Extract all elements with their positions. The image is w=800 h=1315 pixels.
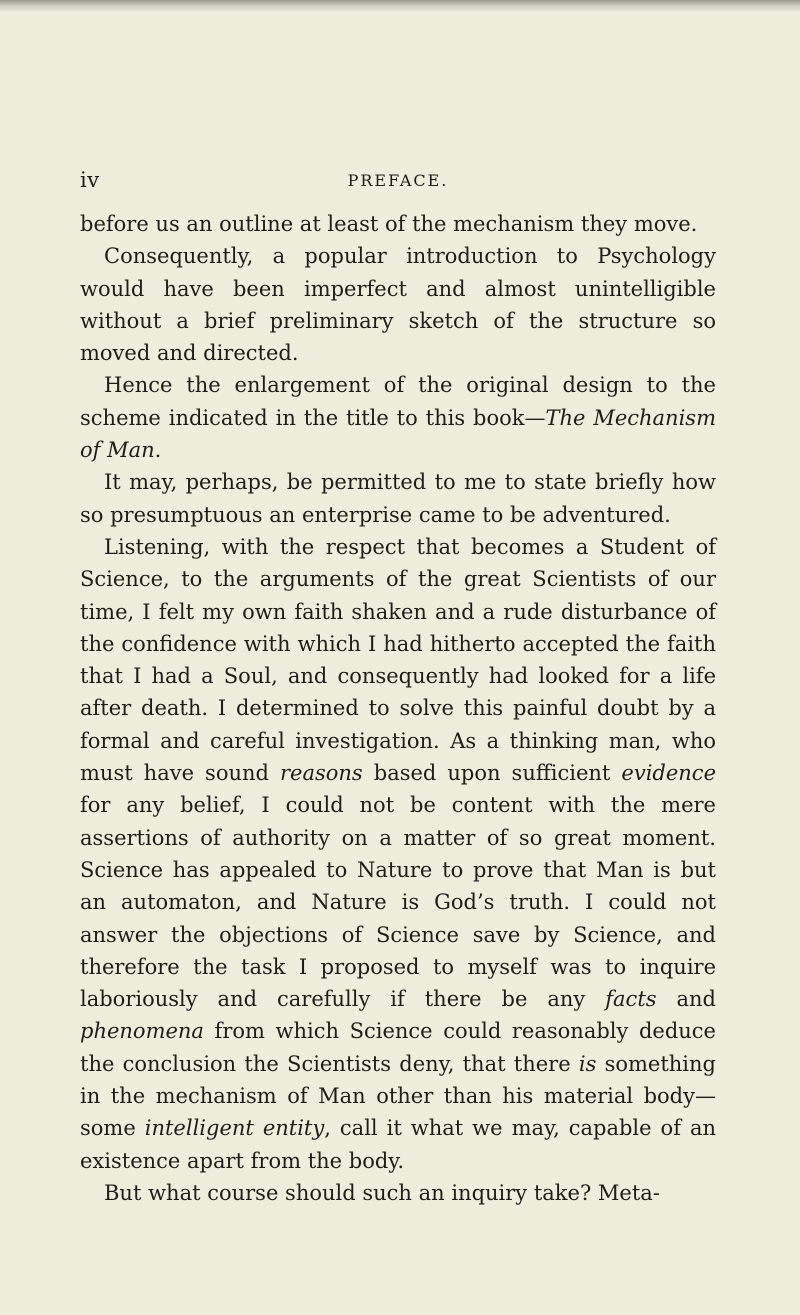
paragraph-p3 xyxy=(80,369,716,466)
text-run: But what course should such an inquiry take? Meta- xyxy=(104,1180,660,1205)
italic-text: evidence xyxy=(621,761,716,786)
italic-text: is xyxy=(578,1051,597,1076)
running-head: PREFACE. xyxy=(347,171,449,190)
text-run: . xyxy=(154,438,162,463)
text-run: Consequently, a popular introduction to Psychology would have been imperfect and almost unintelligible without a brief preliminary sketch of the structure so moved and directed. xyxy=(80,244,716,366)
italic-text: facts xyxy=(605,987,657,1012)
paragraph-p6 xyxy=(80,1177,716,1209)
italic-text: The Mechanism of Man xyxy=(80,405,716,463)
text-run: from which Science could reasonably deduce the conclusion the Scientists deny, that there xyxy=(80,1019,716,1076)
paragraph-p1 xyxy=(80,208,716,240)
italic-text: reasons xyxy=(280,761,363,786)
italic-text: phenomena xyxy=(80,1019,204,1044)
text-run: based upon sufficient xyxy=(362,761,622,786)
page-edge-shadow xyxy=(0,0,800,12)
body-text xyxy=(80,208,716,1209)
text-run: for any belief, I could not be content with the mere assertions of authority on a matter of so great moment. Science has appealed to Nature to prove that Man is but an automaton, and Nature is God’s truth. I could not answer the objections of Science save by Science, and therefore the task I proposed to myself was to inquire laboriously and carefully if there be any xyxy=(80,793,716,1012)
text-run: Listening, with the respect that becomes a Student of Science, to the arguments of the great Scientists of our time, I felt my own faith shaken and a rude disturbance of the confidence with which I had hitherto accepted the faith that I had a Soul, and consequently had looked for a life after death. I determined to solve this painful doubt by a formal and careful investigation. As a thinking man, who must have sound xyxy=(80,534,716,786)
text-run: Hence the enlargement of the original design to the scheme indicated in the title to this book— xyxy=(80,373,716,430)
page-header xyxy=(80,168,716,196)
paragraph-p2 xyxy=(80,240,716,369)
page-number: iv xyxy=(80,168,100,192)
text-run: before us an outline at least of the mechanism they move. xyxy=(80,212,698,236)
text-run: , call it what we may, capable of an existence apart from the body. xyxy=(80,1116,716,1173)
text-run: It may, perhaps, be permitted to me to state briefly how so presumptuous an enterprise came to be adventured. xyxy=(80,470,716,527)
paragraph-p4 xyxy=(80,466,716,531)
text-run: something in the mechanism of Man other than his material body—some xyxy=(80,1051,716,1141)
text-run: and xyxy=(656,987,716,1012)
paragraph-p5 xyxy=(80,531,716,1177)
italic-text: intelligent entity xyxy=(144,1116,325,1141)
